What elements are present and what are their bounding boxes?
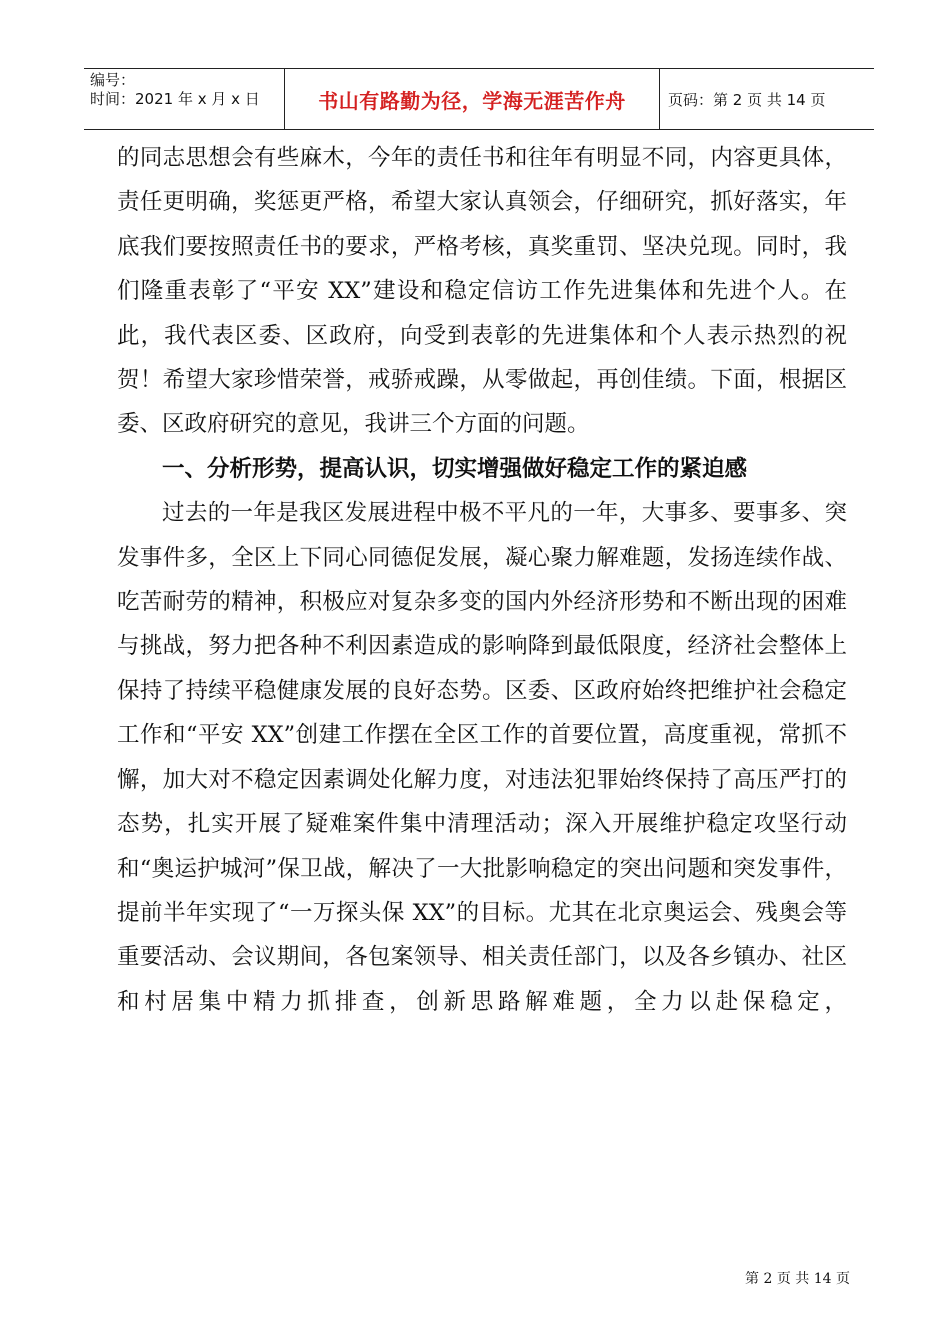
header-meta [84,69,285,129]
page-header [84,68,874,130]
body-paragraph: 过去的一年是我区发展进程中极不平凡的一年，大事多、要事多、突发事件多，全区上下同心同德促发展，凝心聚力解难题，发扬连续作战、吃苦耐劳的精神，积极应对复杂多变的国内外经济形势和不断出现的困难与挑战，努力把各种不利因素造成的影响降到最低限度，经济社会整体上保持了持续平稳健康发展的良好态势。区委、区政府始终把维护社会稳定工作和“平安 XX”创建工作摆在全区工作的首要位置，高度重视，常抓不懈，加大对不稳定因素调处化解力度，对违法犯罪始终保持了高压严打的态势，扎实开展了疑难案件集中清理活动；深入开展维护稳定攻坚行动和“奥运护城河”保卫战，解决了一大批影响稳定的突出问题和突发事件，提前半年实现了“一万探头保 XX”的目标。尤其在北京奥运会、残奥会等重要活动、会议期间，各包案领导、相关责任部门，以及各乡镇办、社区和村居集中精力抓排查，创新思路解难题，全力以赴保稳定， [117,500,847,1015]
section-heading: 一、分析形势，提高认识，切实增强做好稳定工作的紧迫感 [162,455,748,482]
serial-number-label: 编号： [90,71,136,89]
document-body [117,136,847,1024]
page-footer: 第 2 页 共 14 页 [745,1271,850,1287]
header-page-number: 页码：第 2 页 共 14 页 [668,90,826,109]
body-paragraph: 的同志思想会有些麻木，今年的责任书和往年有明显不同，内容更具体，责任更明确，奖惩更严格，希望大家认真领会，仔细研究，抓好落实，年底我们要按照责任书的要求，严格考核，真奖重罚、坚决兑现。同时，我们隆重表彰了“平安 XX”建设和稳定信访工作先进集体和先进个人。在此，我代表区委、区政府，向受到表彰的先进集体和个人表示热烈的祝贺！希望大家珍惜荣誉，戒骄戒躁，从零做起，再创佳绩。下面，根据区委、区政府研究的意见，我讲三个方面的问题。 [117,145,847,438]
date-label: 时间：2021 年 x 月 x 日 [90,90,260,108]
header-motto: 书山有路勤为径，学海无涯苦作舟 [285,69,660,129]
